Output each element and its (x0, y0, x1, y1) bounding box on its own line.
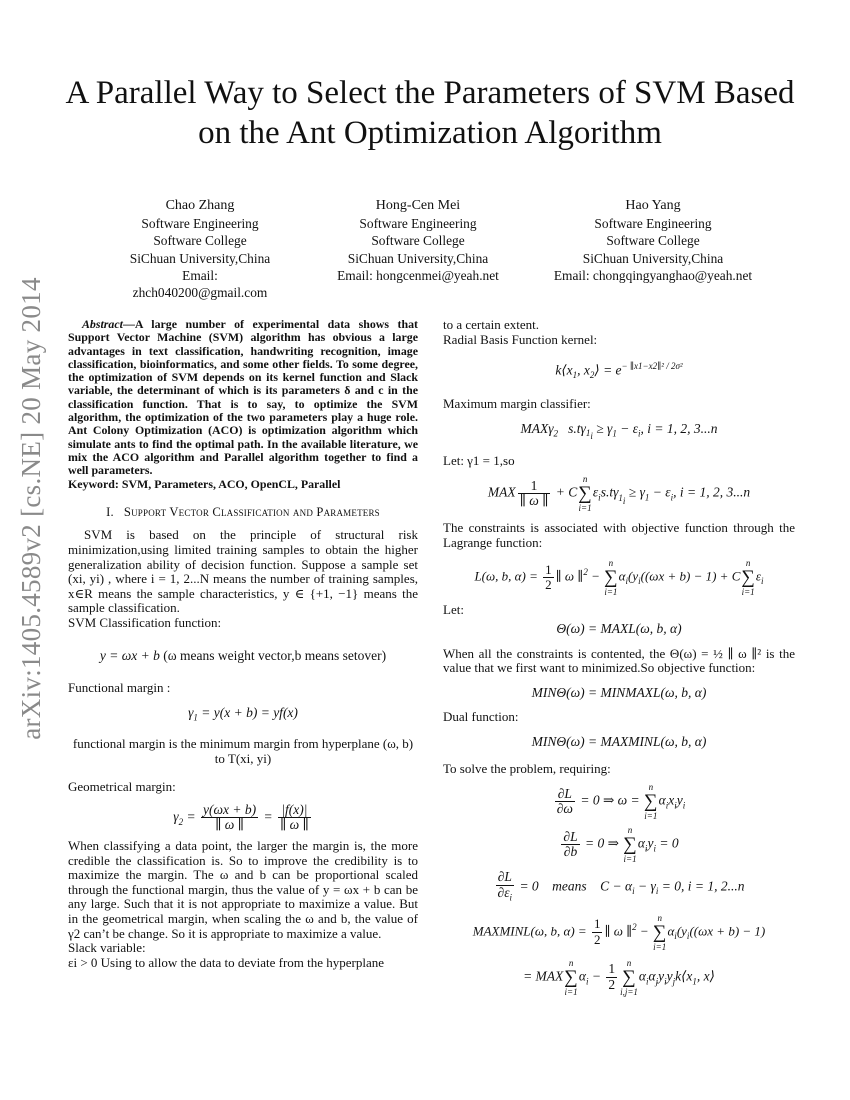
author-email: Email: zhch040200@gmail.com (132, 267, 268, 301)
author-name: Hong-Cen Mei (375, 198, 461, 213)
equation-objective: MAX $\frac{1}{\parallel \omega \parallel}$ + Cn ∑ $i=1\varepsilon_is.t\gamma_{1_i} \ge \gamma_1 - \varepsilon_i$, i = 1, 2, 3...n (487, 474, 751, 514)
fraction: $\frac{1}{2}$ (608, 961, 616, 993)
equation-lagrange: L(ω, b, α) = $\frac{1}{2}$ ∥ ω ∥$^2$ − n ∑ $i=1\alpha_i(y_i((\omega x + b) - 1) + Cn$ ∑ $i=1\varepsilon_i$ (474, 558, 764, 598)
equation-dl-domega: $\frac{\partial L}{\partial\omega}$ = 0 ⇒ ω = n ∑ $i=1\alpha_ix_iy_i$ (556, 782, 686, 822)
author-college: Software College (606, 233, 700, 249)
equation-note: (ω means weight vector,b means setover) (163, 647, 387, 663)
sum-operator: n ∑ i,j=1 (620, 958, 638, 998)
abstract-text: —A large number of experimental data shows that Support Vector Machine (SVM) algorithm has obvious a large advantages in text classification, handwriting recognition, image classification, bioinformatics, and some other fields. To some degree, the optimization of SVM depends on its kernel function and Slack variable, the determinant of which is its parameters δ and c in the classification function. That is to say, to optimize the SVM algorithm, the optimization of the two parameters play a huge role. Ant Colony Optimization (ACO) is optimization algorithm which simulate ants to find the optimal path. In the available literature, we mix the ACO algorithm and Parallel algorithm together to find a well parameters. (68, 317, 418, 478)
sum-operator: n ∑ i=1 (564, 958, 578, 998)
paragraph-svm-intro: SVM is based on the principle of structural risk minimization,using limited training samples to obtain the higher generalization ability of decision function. Suppose a sample set (xi, yi) , where i = 1, 2...N means the number of training samples, x∈R means the sample characteristics, y ∈ {+1, −1} means the sample classification. (68, 527, 418, 616)
slack-text: εi > 0 Using to allow the data to deviate from the hyperplane (68, 954, 385, 970)
paper-title: A Parallel Way to Select the Parameters of SVM Based on the Ant Optimization Algorithm (65, 75, 795, 151)
let-gamma-label: Let: γ1 = 1,so (443, 452, 515, 468)
svm-function-label: SVM Classification function: (68, 615, 222, 631)
when-text: When all the constraints is contented, the Θ(ω) = ½ ∥ ω ∥² is the value that we first want to minimized.So objective function: (443, 645, 795, 676)
fraction: $\frac{\partial L}{\partial\omega}$ (556, 785, 573, 817)
keywords: Keyword: SVM, Parameters, ACO, OpenCL, Parallel (68, 476, 341, 491)
max-margin-label: Maximum margin classifier: (443, 395, 591, 411)
sum-operator: n ∑ i=1 (644, 782, 658, 822)
constraints-text: The constraints is associated with objective function through the Lagrange function: (443, 520, 795, 550)
sum-operator: n ∑ i=1 (623, 825, 637, 865)
author-univ: SiChuan University,China (582, 250, 724, 266)
equation-final: = MAXn ∑ $i=1\alpha_i$ − $\frac{1}{2}$ n ∑ $i,j=1\alpha_i\alpha_jy_iy_jk⟨x_1$, x⟩ (523, 958, 715, 998)
continuation-text: to a certain extent. (443, 317, 540, 332)
equation-dl-deps: $\frac{\partial L}{\partial\varepsilon_i}$ = 0 means $C - \alpha_i - \gamma_i = 0$, i = 1, 2...n (443, 870, 795, 905)
equation-rbf: $k⟨x_1$, $x_2⟩ = e^{- \parallel x1-x2\parallel^2 / 2\sigma^2}$ (555, 361, 683, 381)
author-block-3 (538, 197, 768, 284)
author-univ: SiChuan University,China (129, 250, 271, 266)
sum-operator: n ∑ i=1 (652, 913, 667, 953)
geometrical-margin-label: Geometrical margin: (68, 779, 176, 795)
section-number: I. (106, 504, 114, 519)
author-college: Software College (371, 233, 465, 249)
author-block-1 (120, 197, 280, 301)
author-dept: Software Engineering (359, 216, 477, 232)
equation-dual: MINΘ(ω) = MAXMINL(ω, b, α) (531, 733, 707, 749)
equation-svm: y = ωx + b (ω means weight vector,b means setover) (99, 647, 387, 663)
equation-min-theta: MINΘ(ω) = MINMAXL(ω, b, α) (531, 684, 707, 700)
slack-label: Slack variable: (68, 940, 146, 956)
rbf-label: Radial Basis Function kernel: (443, 331, 598, 347)
author-dept: Software Engineering (594, 216, 712, 232)
author-name: Chao Zhang (165, 198, 235, 213)
author-univ: SiChuan University,China (347, 250, 489, 266)
abstract (68, 318, 418, 478)
equation-theta: Θ(ω) = MAXL(ω, b, α) (556, 621, 682, 637)
section-title: Support Vector Classification and Parameters (123, 504, 380, 519)
sum-operator: n ∑ i=1 (741, 558, 755, 598)
equation-maxminl: MAXMINL(ω, b, α) = $\frac{1}{2}$ ∥ ω ∥$^2$ − n ∑ $i=1\alpha_i(y_i((\omega x + b) - 1)$ (472, 913, 766, 953)
arxiv-sidebar (2, 268, 60, 748)
fraction: $\frac{1}{\parallel \omega \parallel}$ (519, 477, 549, 509)
dual-label: Dual function: (443, 709, 519, 725)
solve-text: To solve the problem, requiring: (443, 760, 611, 776)
author-college: Software College (153, 233, 247, 249)
let-label: Let: (443, 602, 464, 618)
author-email: Email: chongqingyanghao@yeah.net (553, 267, 753, 283)
sum-operator: n ∑ i=1 (604, 558, 618, 598)
equation-dl-db: $\frac{\partial L}{\partial b}$ = 0 ⇒ n ∑ $i=1\alpha_iy_i = 0$ (563, 825, 679, 865)
fraction: $\frac{|f(x)|}{\parallel \omega \parallel}$ (279, 801, 309, 833)
functional-margin-label: Functional margin : (68, 680, 171, 696)
fraction: $\frac{y(\omega x + b)}{\parallel \omega \parallel}$ (202, 801, 257, 833)
arxiv-id: arXiv:1405.4589v2 [cs.NE] 20 May 2014 (15, 276, 46, 740)
equation-geometrical-margin: $\gamma_2$ = $\frac{y(\omega x + b)}{\parallel \omega \parallel}$ = $\frac{|f(x)|}{\parallel \omega \parallel}$ (173, 801, 309, 833)
author-dept: Software Engineering (141, 216, 259, 232)
abstract-label: Abstract (82, 317, 123, 331)
fraction: $\frac{1}{2}$ (545, 561, 552, 593)
section-heading (68, 505, 418, 520)
fraction: $\frac{\partial L}{\partial b}$ (563, 828, 578, 860)
equation-functional-margin: $\gamma_1 = y(x + b) = yf(x)$ (188, 704, 298, 723)
author-email: Email: hongcenmei@yeah.net (337, 267, 499, 283)
author-block-2 (318, 197, 518, 284)
left-column (68, 318, 418, 970)
author-name: Hao Yang (625, 198, 681, 213)
sum-operator: n ∑ i=1 (578, 474, 592, 514)
right-column (443, 318, 795, 997)
fraction: $\frac{1}{2}$ (593, 916, 601, 948)
paragraph-margin: When classifying a data point, the larger the margin is, the more credible the classification is. So to improve the credibility is to maximize the margin. The ω and b can be proportional scaled through the functional margin, thus the value of y = ωx + b can be any large. Such that it is not appropriate to maximize a value. But in the geometrical margin, when scaling the ω and b, the value of γ2 can’t be change. So it is appropriate to maximize a value. (68, 838, 418, 941)
fraction: $\frac{\partial L}{\partial\varepsilon_i}$ (497, 869, 513, 903)
equation-max-margin: MAXγ$_2$ $s.t\gamma_{1_i} \ge \gamma_1 - \varepsilon_i$, i = 1, 2, 3...n (520, 420, 718, 442)
functional-margin-note: functional margin is the minimum margin from hyperplane (ω, b) to T(xi, yi) (72, 736, 414, 766)
